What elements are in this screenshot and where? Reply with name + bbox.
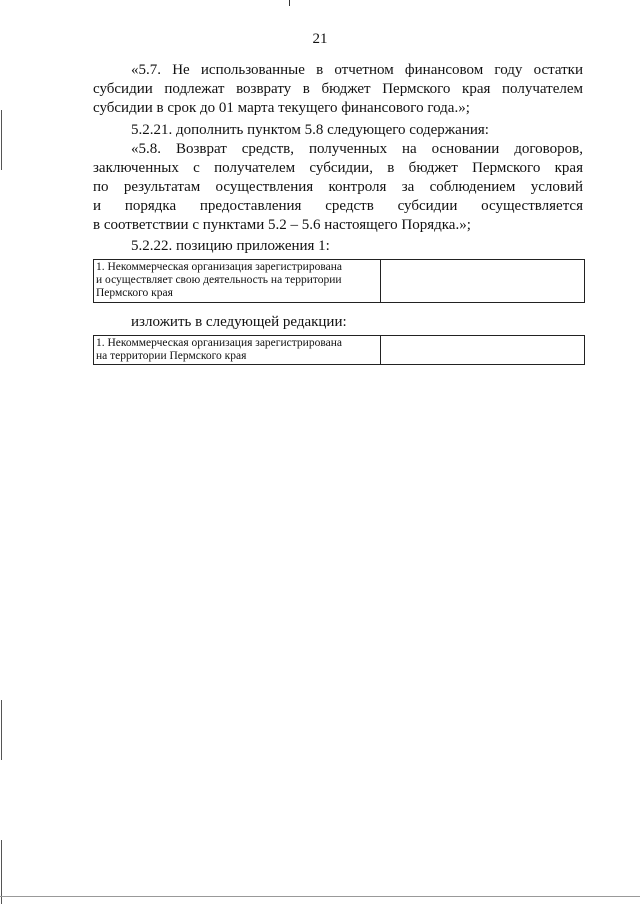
paragraph-line: в соответствии с пунктами 5.2 – 5.6 настоящего Порядка.»; (93, 217, 471, 233)
new-position-table (93, 335, 585, 365)
position-text-cell (94, 336, 381, 365)
item-5-2-21 (93, 121, 583, 140)
item-5-2-22 (93, 237, 583, 256)
scan-edge-mark (0, 896, 640, 897)
paragraph-line: заключенных с получателем субсидии, в бюджет Пермского края (93, 160, 583, 176)
paragraph-5-7 (93, 61, 583, 118)
position-text-cell (94, 260, 381, 303)
scan-edge-mark (289, 0, 290, 6)
replace-text: изложить в следующей редакции: (131, 314, 347, 330)
paragraph-line: «5.8. Возврат средств, полученных на основании договоров, (131, 141, 583, 157)
cell-line: на территории Пермского края (96, 350, 247, 362)
table-row (94, 336, 585, 365)
empty-cell (380, 260, 584, 303)
scan-margin-line (1, 110, 2, 170)
paragraph-line: «5.7. Не использованные в отчетном финансовом году остатки (131, 62, 583, 78)
old-position-table (93, 259, 585, 303)
replace-phrase (93, 313, 583, 332)
table-row (94, 260, 585, 303)
paragraph-line: и порядка предоставления средств субсидии осуществляется (93, 198, 583, 214)
item-text: 5.2.21. дополнить пунктом 5.8 следующего содержания: (131, 122, 489, 138)
cell-line: и осуществляет свою деятельность на территории (96, 274, 342, 286)
scan-margin-line (1, 700, 2, 760)
paragraph-5-8 (93, 140, 583, 235)
item-text: 5.2.22. позицию приложения 1: (131, 238, 330, 254)
cell-line: Пермского края (96, 287, 173, 299)
cell-line: 1. Некоммерческая организация зарегистрирована (96, 337, 342, 349)
cell-line: 1. Некоммерческая организация зарегистрирована (96, 261, 342, 273)
scan-margin-line (1, 840, 2, 904)
empty-cell (380, 336, 584, 365)
paragraph-line: по результатам осуществления контроля за соблюдением условий (93, 179, 583, 195)
page-number: 21 (312, 31, 328, 47)
paragraph-line: субсидии подлежат возврату в бюджет Пермского края получателем (93, 81, 583, 97)
paragraph-line: субсидии в срок до 01 марта текущего финансового года.»; (93, 100, 470, 116)
